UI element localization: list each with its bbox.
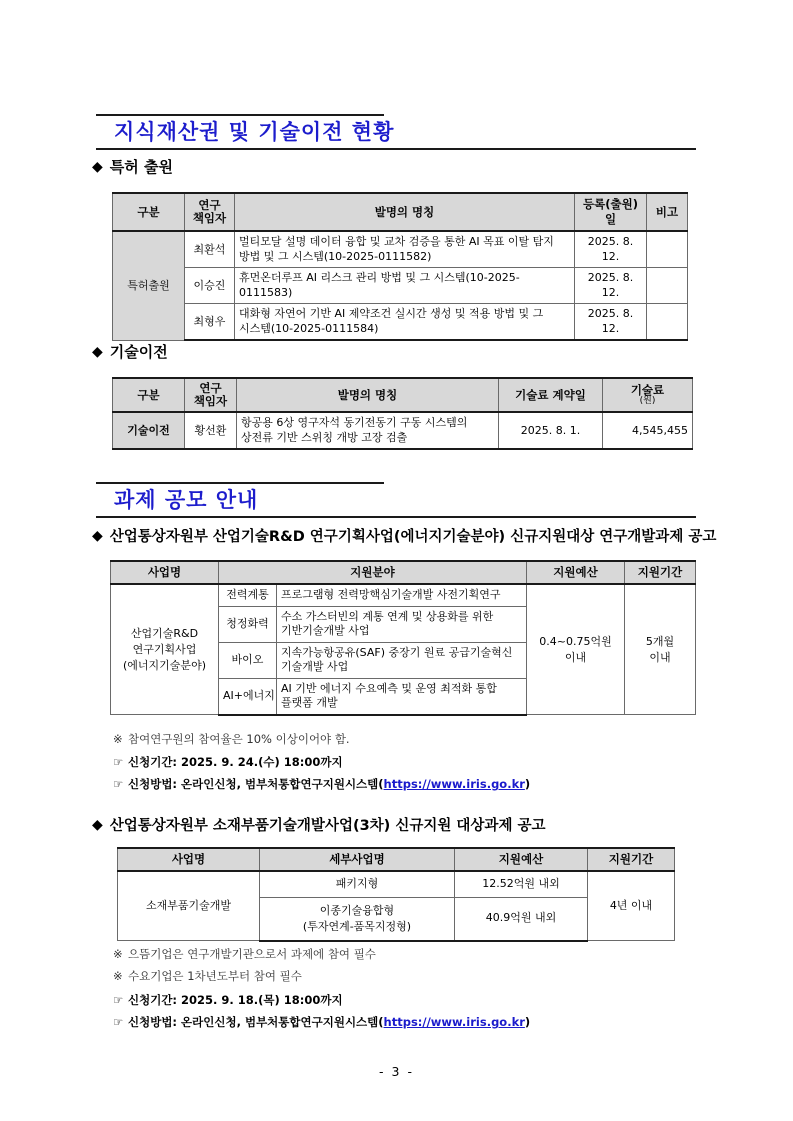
table-row — [113, 304, 688, 341]
section-title-call: 과제 공모 안내 — [114, 488, 259, 512]
subprogram-line2: (투자연계-품목지정형) — [302, 919, 412, 933]
heading-announcement-energy — [92, 528, 716, 546]
page-number-footer: - 3 - — [379, 1064, 414, 1079]
heading-patent-label: 특허 출원 — [109, 158, 173, 176]
cell-field-description: 수소 가스터빈의 계통 연계 및 상용화를 위한 기반기술개발 사업 — [277, 606, 527, 642]
apply-period-label: 신청기간: — [128, 993, 182, 1007]
table-row — [113, 412, 693, 449]
col-header-budget: 지원예산 — [455, 848, 588, 871]
reference-mark-icon: ※ — [113, 947, 123, 961]
cell-program-name: 소재부품기술개발 — [118, 871, 260, 940]
program-name-line3: (에너지기술분야) — [123, 658, 206, 672]
apply-method-close-paren: ) — [524, 777, 531, 791]
cell-leader: 이승진 — [185, 268, 235, 304]
diamond-bullet-icon: ◆ — [92, 817, 103, 833]
diamond-bullet-icon: ◆ — [92, 159, 103, 175]
note-demand-company-text: 수요기업은 1차년도부터 참여 필수 — [128, 969, 302, 983]
cell-remark — [647, 231, 688, 268]
apply-method-energy — [113, 777, 530, 792]
cell-field-category: 청정화력 — [219, 606, 277, 642]
heading-announcement-energy-label: 산업통상자원부 산업기술R&D 연구기획사업(에너지기술분야) 신규지원대상 연구개발과제 공고 — [109, 529, 717, 545]
cell-group-patent-application: 특허출원 — [113, 231, 185, 340]
cell-registration-date: 2025. 8. 12. — [575, 231, 647, 268]
note-leading-company — [113, 947, 376, 962]
pointer-mark-icon: ☞ — [113, 1015, 124, 1029]
iris-link[interactable]: https://www.iris.go.kr — [383, 777, 525, 791]
materials-program-table — [117, 847, 675, 942]
col-header-leader-line1: 연구 — [198, 197, 221, 212]
reference-mark-icon: ※ — [113, 969, 123, 983]
heading-announcement-materials — [92, 817, 546, 835]
col-header-program-name: 사업명 — [111, 561, 219, 584]
note-participation-rate-text: 참여연구원의 참여율은 10% 이상이어야 함. — [128, 732, 350, 746]
apply-method-close-paren: ) — [524, 1015, 531, 1029]
col-header-fee-unit: (원) — [639, 395, 656, 406]
cell-registration-date: 2025. 8. 12. — [575, 268, 647, 304]
cell-leader: 최형우 — [185, 304, 235, 341]
table-row — [111, 584, 696, 606]
section-title-ip: 지식재산권 및 기술이전 현황 — [114, 120, 395, 144]
note-demand-company — [113, 969, 302, 984]
col-header-period: 지원기간 — [588, 848, 675, 871]
col-header-period: 지원기간 — [625, 561, 696, 584]
cell-registration-date: 2025. 8. 12. — [575, 304, 647, 341]
col-header-invention-title: 발명의 명칭 — [237, 378, 499, 412]
apply-period-materials — [113, 993, 343, 1008]
section-banner-ip — [96, 114, 696, 150]
apply-method-label: 신청방법: — [128, 1015, 182, 1029]
table-row — [118, 871, 675, 897]
apply-method-value: 온라인신청, 범부처통합연구지원시스템( — [181, 777, 384, 791]
cell-fee: 4,545,455 — [603, 412, 693, 449]
col-header-leader-line1: 연구 — [199, 381, 222, 395]
heading-patent-application — [92, 158, 173, 176]
banner-rule-bottom — [96, 148, 696, 150]
period-line2: 이내 — [649, 650, 671, 664]
cell-budget: 40.9억원 내외 — [455, 897, 588, 940]
col-header-gubun: 구분 — [113, 378, 185, 412]
cell-field-category: AI+에너지 — [219, 678, 277, 715]
col-header-support-field: 지원분야 — [219, 561, 527, 584]
tech-transfer-table — [112, 377, 693, 450]
col-header-leader-line2: 책임자 — [193, 394, 228, 409]
cell-budget: 12.52억원 내외 — [455, 871, 588, 897]
cell-remark — [647, 268, 688, 304]
budget-line2: 이내 — [564, 650, 587, 664]
col-header-program-name: 사업명 — [118, 848, 260, 871]
energy-program-table — [110, 560, 696, 716]
heading-tech-transfer — [92, 343, 168, 361]
cell-program-name — [111, 584, 219, 715]
table-row — [113, 268, 688, 304]
pointer-mark-icon: ☞ — [113, 755, 124, 769]
heading-tech-transfer-label: 기술이전 — [109, 343, 168, 361]
period-line1: 5개월 — [645, 635, 675, 649]
iris-link[interactable]: https://www.iris.go.kr — [383, 1015, 525, 1029]
materials-table-header-row — [118, 848, 675, 871]
table-row — [113, 231, 688, 268]
cell-subprogram-name — [260, 871, 455, 897]
cell-subprogram-name — [260, 897, 455, 940]
cell-remark — [647, 304, 688, 341]
cell-invention-title: 항공용 6상 영구자석 동기전동기 구동 시스템의 상전류 기반 스위칭 개방 고장 검출 — [237, 412, 499, 449]
program-name-line1: 산업기술R&D — [130, 626, 199, 640]
cell-field-description: AI 기반 에너지 수요예측 및 운영 최적화 통합 플랫폼 개발 — [277, 678, 527, 715]
cell-field-category: 전력계통 — [219, 584, 277, 606]
apply-method-value: 온라인신청, 범부처통합연구지원시스템( — [181, 1015, 384, 1029]
cell-invention-title: 휴먼온더루프 AI 리스크 관리 방법 및 그 시스템(10-2025-0111583) — [235, 268, 575, 304]
diamond-bullet-icon: ◆ — [92, 344, 103, 360]
cell-gubun: 기술이전 — [113, 412, 185, 449]
apply-period-value: 2025. 9. 18.(목) 18:00까지 — [181, 993, 343, 1007]
heading-announcement-materials-label: 산업통상자원부 소재부품기술개발사업(3차) 신규지원 대상과제 공고 — [109, 818, 546, 834]
apply-period-label: 신청기간: — [128, 755, 182, 769]
cell-budget — [527, 584, 625, 715]
program-name-line2: 연구기획사업 — [132, 642, 197, 656]
note-leading-company-text: 으뜸기업은 연구개발기관으로서 과제에 참여 필수 — [128, 947, 376, 961]
patent-table-header-row — [113, 193, 688, 231]
banner-rule-bottom — [96, 516, 696, 518]
col-header-leader — [185, 378, 237, 412]
tech-transfer-header-row — [113, 378, 693, 412]
col-header-invention-title: 발명의 명칭 — [235, 193, 575, 231]
apply-period-energy — [113, 755, 343, 770]
section-banner-call — [96, 482, 696, 518]
col-header-leader-line2: 책임자 — [192, 211, 227, 226]
diamond-bullet-icon: ◆ — [92, 528, 103, 544]
apply-period-value: 2025. 9. 24.(수) 18:00까지 — [181, 755, 343, 769]
cell-leader: 황선환 — [185, 412, 237, 449]
col-header-gubun: 구분 — [113, 193, 185, 231]
col-header-leader — [185, 193, 235, 231]
subprogram-line1: 패키지형 — [335, 877, 379, 891]
col-header-budget: 지원예산 — [527, 561, 625, 584]
col-header-fee — [603, 378, 693, 412]
budget-line1: 0.4~0.75억원 — [539, 635, 612, 649]
apply-method-label: 신청방법: — [128, 777, 182, 791]
col-header-contract-date: 기술료 계약일 — [499, 378, 603, 412]
energy-table-header-row — [111, 561, 696, 584]
reference-mark-icon: ※ — [113, 732, 123, 746]
cell-invention-title: 대화형 자연어 기반 AI 제약조건 실시간 생성 및 적용 방법 및 그 시스템(10-2025-0111584) — [235, 304, 575, 341]
cell-field-description: 지속가능항공유(SAF) 중장기 원료 공급기술혁신 기술개발 사업 — [277, 642, 527, 678]
cell-period — [625, 584, 696, 715]
col-header-fee-label: 기술료 — [630, 382, 665, 397]
pointer-mark-icon: ☞ — [113, 993, 124, 1007]
subprogram-line1: 이종기술융합형 — [319, 903, 395, 917]
cell-period: 4년 이내 — [588, 871, 675, 940]
col-header-registration-date: 등록(출원)일 — [575, 193, 647, 231]
note-participation-rate — [113, 732, 350, 747]
cell-field-description: 프로그램형 전력망핵심기술개발 사전기획연구 — [277, 584, 527, 606]
cell-leader: 최환석 — [185, 231, 235, 268]
pointer-mark-icon: ☞ — [113, 777, 124, 791]
cell-invention-title: 멀티모달 설명 데이터 융합 및 교차 검증을 통한 AI 목표 이탈 탐지 방법 및 그 시스템(10-2025-0111582) — [235, 231, 575, 268]
patent-table — [112, 192, 688, 341]
col-header-remark: 비고 — [647, 193, 688, 231]
col-header-subprogram-name: 세부사업명 — [260, 848, 455, 871]
cell-contract-date: 2025. 8. 1. — [499, 412, 603, 449]
cell-field-category: 바이오 — [219, 642, 277, 678]
apply-method-materials — [113, 1015, 530, 1030]
